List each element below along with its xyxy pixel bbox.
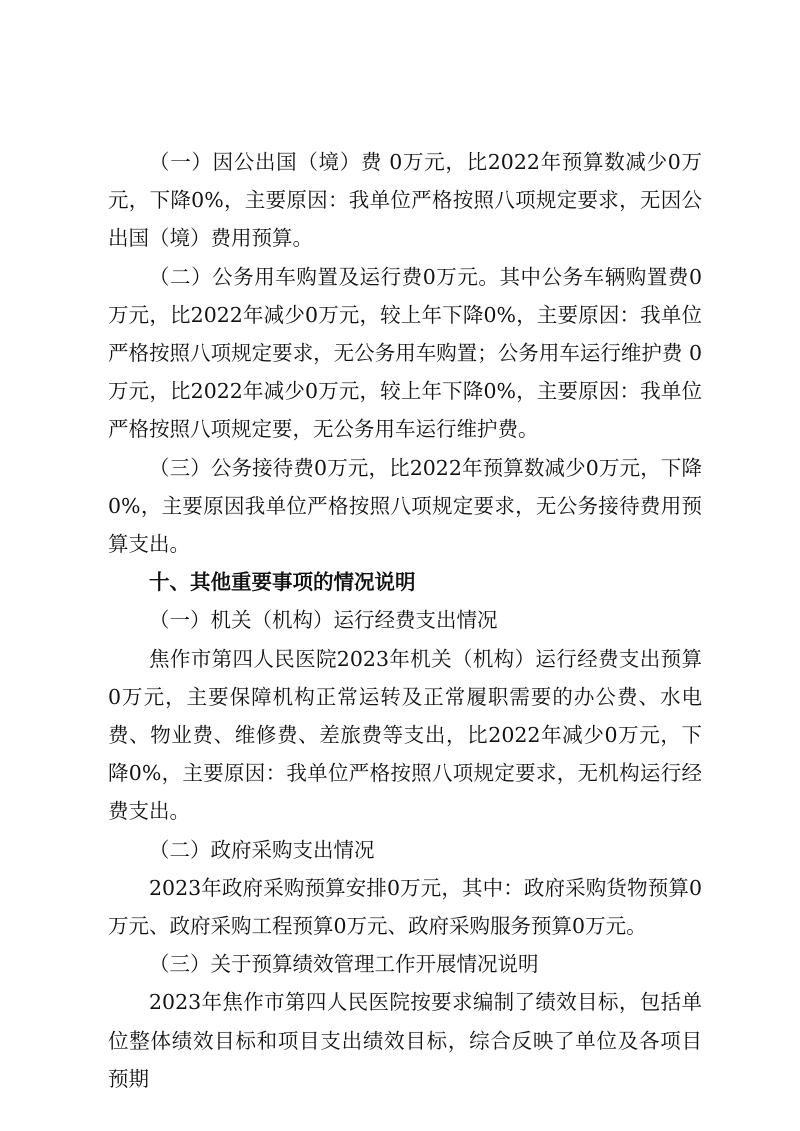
paragraph-overseas-travel-expense: （一）因公出国（境）费 0万元，比2022年预算数减少0万元，下降0%，主要原因：我单位严格按照八项规定要求，无因公出国（境）费用预算。 [108,150,702,251]
paragraph-official-vehicle-expense: （二）公务用车购置及运行费0万元。其中公务车辆购置费0万元，比2022年减少0万元，较上年下降0%，主要原因：我单位严格按照八项规定要求，无公务用车购置；公务用车运行维护费 0万元，比2022年减少0万元，较上年下降0%，主要原因：我单位严格按照八项规定要，无公务用车运行维护费。 [108,264,702,442]
paragraph-official-reception-expense: （三）公务接待费0万元，比2022年预算数减少0万元，下降0%，主要原因我单位严格按照八项规定要求，无公务接待费用预算支出。 [108,455,702,557]
document-page [108,143,702,1098]
section-heading-other-matters: 十、其他重要事项的情况说明 [149,570,416,595]
paragraph-government-procurement: 2023年政府采购预算安排0万元，其中：政府采购货物预算0万元、政府采购工程预算0万元、政府采购服务预算0万元。 [108,875,702,939]
subheading-government-procurement: （二）政府采购支出情况 [149,837,375,862]
subheading-performance-management: （三）关于预算绩效管理工作开展情况说明 [149,952,539,977]
subheading-operating-expenses: （一）机关（机构）运行经费支出情况 [149,608,498,633]
paragraph-performance-management: 2023年焦作市第四人民医院按要求编制了绩效目标，包括单位整体绩效目标和项目支出绩效目标，综合反映了单位及各项目预期 [108,990,702,1091]
paragraph-operating-expenses: 焦作市第四人民医院2023年机关（机构）运行经费支出预算0万元，主要保障机构正常运转及正常履职需要的办公费、水电费、物业费、维修费、差旅费等支出，比2022年减少0万元，下降0%，主要原因：我单位严格按照八项规定要求，无机构运行经费支出。 [108,646,702,824]
